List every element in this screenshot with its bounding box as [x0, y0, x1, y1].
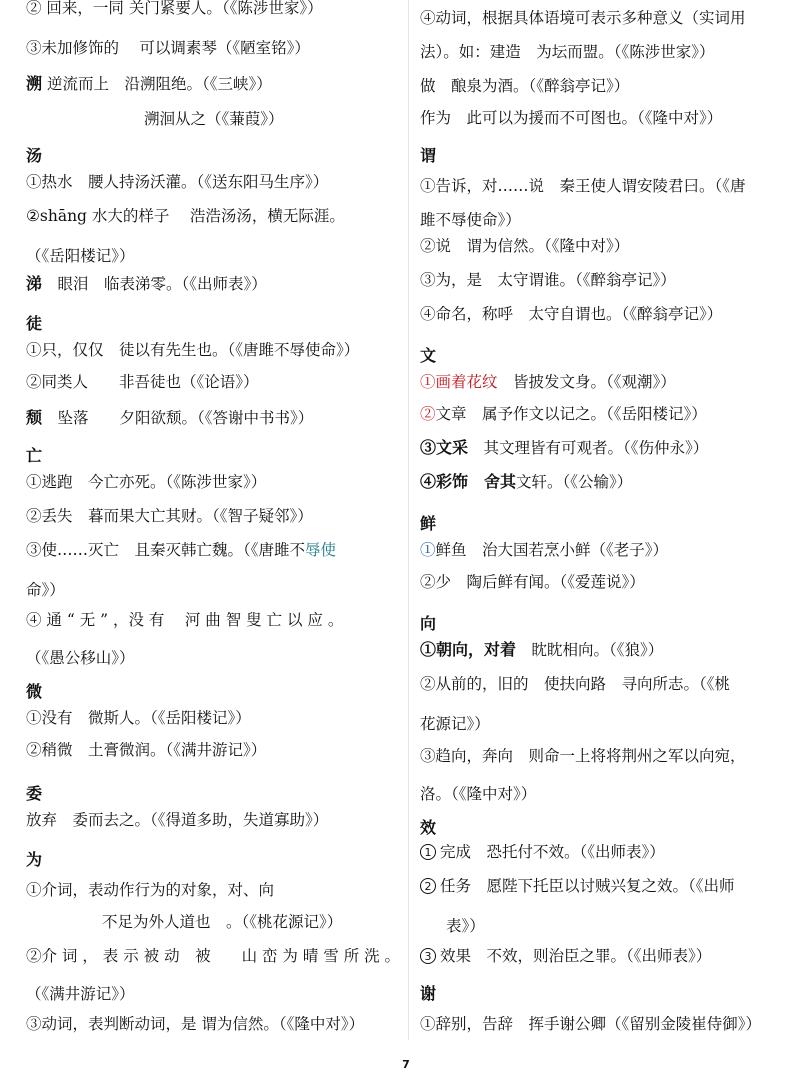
headword: 亡	[26, 446, 43, 465]
right-line-9	[420, 304, 722, 324]
entry-text: 做 酿泉为酒。（《醉翁亭记》）	[420, 77, 630, 95]
headword: 向	[420, 614, 437, 633]
entry-text: ④动词，根据具体语境可表示多种意义（实词用	[420, 9, 746, 27]
entry-text: ①没有 微斯人。（《岳阳楼记》）	[26, 709, 251, 727]
headword: 为	[26, 850, 43, 869]
entry-text: ③趋向，奔向 则命一上将将荆州之军以向宛，	[420, 747, 746, 765]
entry-text: 皆披发文身。（《观潮》）	[497, 373, 676, 391]
left-line-15	[26, 506, 313, 526]
entry-text: ①只，仅仅 徒以有先生也。（《唐雎不辱使命》）	[26, 341, 360, 359]
entry-text: 花源记》）	[420, 715, 490, 733]
right-line-12	[420, 404, 707, 424]
headword: 溯	[26, 74, 43, 93]
right-line-27	[446, 916, 485, 936]
entry-text: 辱使	[305, 541, 337, 559]
right-line-0	[420, 8, 746, 28]
headword: ①朝向，对着	[420, 640, 517, 659]
left-line-22	[26, 740, 266, 760]
left-line-1	[26, 38, 310, 58]
right-line-19	[420, 640, 663, 660]
entry-text: 文轩。（《公输》）	[516, 473, 633, 491]
right-line-14	[420, 472, 632, 492]
right-line-30	[420, 1014, 761, 1034]
entry-text: ③未加修饰的 可以调素琴（《陋室铭》）	[26, 39, 310, 57]
left-line-9	[26, 314, 42, 334]
headword: 谢	[420, 984, 437, 1003]
left-line-0	[26, 0, 323, 18]
left-line-25	[26, 850, 42, 870]
entry-text: 眼泪 临表涕零。（《出师表》）	[42, 275, 267, 293]
entry-text: ②介 词 ， 表 示 被 动 被 山 峦 为 晴 雪 所 洗 。	[26, 947, 401, 965]
right-line-24	[420, 818, 436, 838]
left-line-5	[26, 172, 328, 192]
entry-text: 其文理皆有可观者。（《伤仲永》）	[468, 439, 709, 457]
left-line-23	[26, 784, 42, 804]
headword: 鲜	[420, 514, 437, 533]
left-line-7	[26, 246, 135, 266]
left-line-3	[144, 109, 284, 129]
entry-text: ③为，是 太守谓谁。（《醉翁亭记》）	[420, 271, 676, 289]
column-divider	[408, 0, 409, 1040]
left-line-11	[26, 372, 259, 392]
entry-text: 文章 属予作文以记之。（《岳阳楼记》）	[435, 405, 707, 423]
entry-text: 坠落 夕阳欲颓。（《答谢中书书》）	[42, 409, 314, 427]
entry-text: ①辞别，告辞 挥手谢公卿（《留别金陵崔侍御》）	[420, 1015, 762, 1033]
headword: 汤	[26, 146, 43, 165]
entry-text: ①热水 腰人持汤沃灌。（《送东阳马生序》）	[26, 173, 329, 191]
left-line-20	[26, 682, 42, 702]
entry-text: 法）。如：建造 为坛而盟。（《陈涉世家》）	[420, 43, 715, 61]
headword: 徒	[26, 314, 43, 333]
right-line-1	[420, 42, 715, 62]
entry-text: 放弃 委而去之。（《得道多助，失道寡助》）	[26, 811, 329, 829]
right-line-23	[420, 784, 536, 804]
entry-text: ③动词，表判断动词，是 谓为信然。（《隆中对》）	[26, 1015, 365, 1033]
headword: 谓	[420, 146, 437, 165]
entry-text: 逆流而上 沿溯阻绝。（《三峡》）	[42, 75, 272, 93]
entry-text: ②从前的，旧的 使扶向路 寻向所志。（《桃	[420, 675, 731, 693]
entry-text: ②	[420, 405, 436, 423]
right-line-22	[420, 746, 746, 766]
left-line-19	[26, 648, 135, 668]
left-line-10	[26, 340, 359, 360]
right-line-11	[420, 372, 676, 392]
circled-number: 3	[420, 948, 436, 964]
entry-text: 溯洄从之（《蒹葭》）	[144, 110, 284, 128]
headword: ④彩饰 舍其	[420, 472, 517, 491]
entry-text: 雎不辱使命》）	[420, 211, 521, 229]
entry-text: ①逃跑 今亡亦死。（《陈涉世家》）	[26, 473, 267, 491]
entry-text: ③使……灭亡 且秦灭韩亡魏。（《唐雎不	[26, 541, 306, 559]
entry-text: ④命名，称呼 太守自谓也。（《醉翁亭记》）	[420, 305, 723, 323]
left-line-27	[102, 912, 342, 932]
left-line-24	[26, 810, 328, 830]
left-line-29	[26, 984, 135, 1004]
right-line-18	[420, 614, 436, 634]
right-line-7	[420, 236, 629, 256]
right-line-17	[420, 572, 645, 592]
circled-number: 2	[420, 878, 436, 894]
entry-text: （《岳阳楼记》）	[26, 247, 135, 265]
entry-text: ②说 谓为信然。（《隆中对》）	[420, 237, 630, 255]
entry-text: （《满井游记》）	[26, 985, 135, 1003]
right-line-6	[420, 210, 521, 230]
left-line-28	[26, 946, 400, 966]
left-line-6	[26, 206, 345, 226]
entry-text: （《愚公移山》）	[26, 649, 135, 667]
entry-text: 洛。（《隆中对》）	[420, 785, 537, 803]
left-line-8	[26, 274, 267, 294]
right-line-8	[420, 270, 676, 290]
left-line-18	[26, 610, 343, 630]
right-line-25	[420, 842, 665, 862]
left-line-12	[26, 408, 313, 428]
entry-text: 作为 此可以为援而不可图也。（《隆中对》）	[420, 109, 723, 127]
page-number: 7	[402, 1058, 410, 1071]
left-line-21	[26, 708, 251, 728]
entry-text: ①画着花纹	[420, 373, 498, 391]
right-line-21	[420, 714, 490, 734]
entry-text: 完成 恐托付不效。（《出师表》）	[440, 843, 665, 861]
entry-text: ②同类人 非吾徒也（《论语》）	[26, 373, 259, 391]
left-line-13	[26, 446, 42, 466]
left-line-16	[26, 540, 336, 560]
right-line-16	[420, 540, 668, 560]
right-line-4	[420, 146, 436, 166]
left-line-17	[26, 580, 65, 600]
entry-text: ② 回来，一同 关门紧要人。（《陈涉世家》）	[26, 0, 323, 17]
headword: ③文采	[420, 438, 469, 457]
headword: 委	[26, 784, 43, 803]
right-line-3	[420, 108, 722, 128]
left-line-4	[26, 146, 42, 166]
circled-number: 1	[420, 844, 436, 860]
headword: 微	[26, 682, 43, 701]
entry-text: 鲜鱼 治大国若烹小鲜（《老子》）	[435, 541, 669, 559]
left-line-2	[26, 74, 272, 94]
right-line-13	[420, 438, 708, 458]
entry-text: ④ 通 “ 无 ” ，没 有 河 曲 智 叟 亡 以 应 。	[26, 611, 344, 629]
entry-text: 命》）	[26, 581, 65, 599]
entry-text: ①介词，表动作行为的对象，对、向	[26, 881, 275, 899]
right-line-28	[420, 946, 711, 966]
right-line-29	[420, 984, 436, 1004]
entry-text: ②丢失 暮而果大亡其财。（《智子疑邻》）	[26, 507, 313, 525]
entry-text: 眈眈相向。（《狼》）	[516, 641, 664, 659]
headword: 颓	[26, 408, 43, 427]
right-line-26	[420, 876, 735, 896]
headword: 文	[420, 346, 437, 365]
entry-text: 不足为外人道也 。（《桃花源记》）	[102, 913, 343, 931]
left-line-14	[26, 472, 266, 492]
right-line-2	[420, 76, 629, 96]
right-line-20	[420, 674, 730, 694]
left-line-26	[26, 880, 274, 900]
right-line-10	[420, 346, 436, 366]
right-line-15	[420, 514, 436, 534]
headword: 涕	[26, 274, 43, 293]
entry-text: 任务 愿陛下托臣以讨贼兴复之效。（《出师	[440, 877, 735, 895]
entry-text: ②少 陶后鲜有闻。（《爱莲说》）	[420, 573, 645, 591]
entry-text: ①	[420, 541, 436, 559]
right-line-5	[420, 176, 746, 196]
entry-text: ①告诉，对……说 秦王使人谓安陵君曰。（《唐	[420, 177, 746, 195]
entry-text: 效果 不效，则治臣之罪。（《出师表》）	[440, 947, 712, 965]
entry-text: ②稍微 土膏微润。（《满井游记》）	[26, 741, 267, 759]
entry-text: 表》）	[446, 917, 485, 935]
entry-text: ②shāng 水大的样子 浩浩汤汤，横无际涯。	[26, 207, 345, 225]
left-line-30	[26, 1014, 364, 1034]
headword: 效	[420, 818, 437, 837]
